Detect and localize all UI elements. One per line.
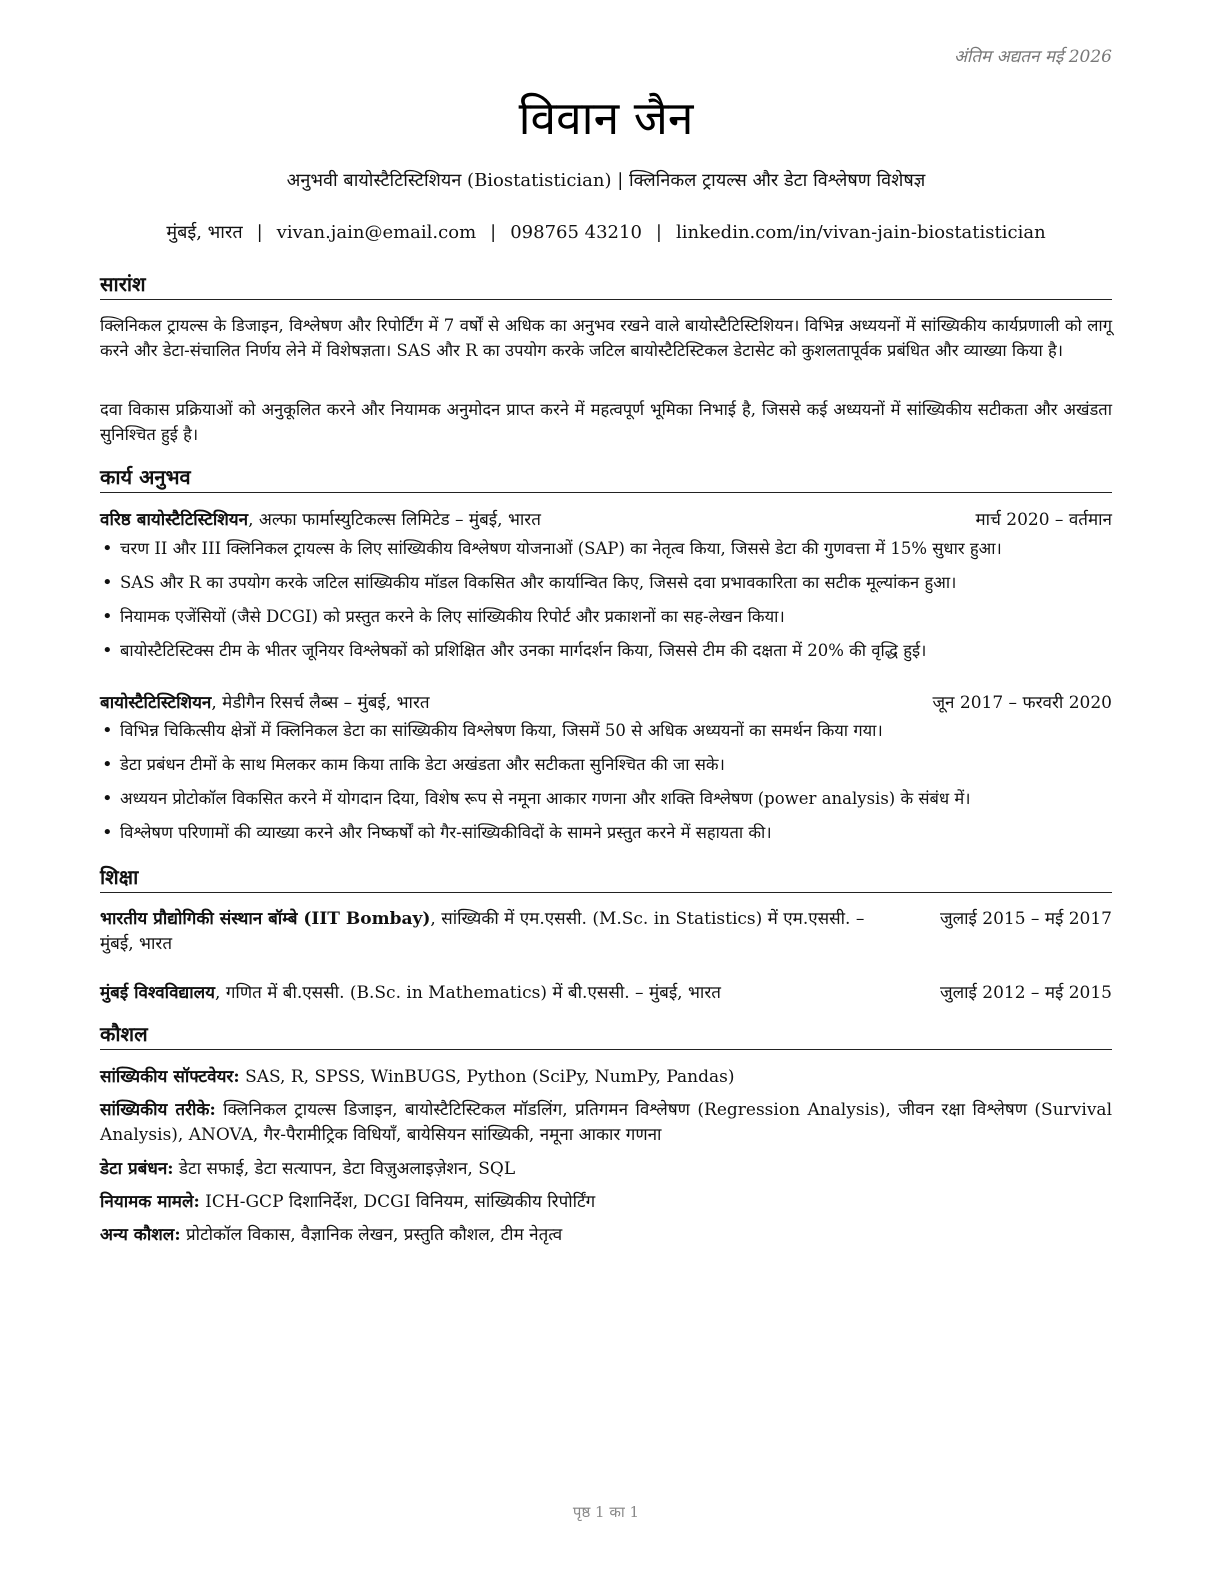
job-role: बायोस्टैटिस्टिशियन <box>100 693 212 713</box>
skill-value: SAS, R, SPSS, WinBUGS, Python (SciPy, NumPy, Pandas) <box>239 1067 735 1087</box>
contact-location: मुंबई, भारत <box>166 222 243 243</box>
contact-linkedin-link[interactable]: linkedin.com/in/vivan-jain-biostatistician <box>676 222 1046 243</box>
job-dates: जून 2017 – फरवरी 2020 <box>932 693 1112 713</box>
skill-row <box>100 1065 1112 1090</box>
skill-value: प्रोटोकॉल विकास, वैज्ञानिक लेखन, प्रस्तुति कौशल, टीम नेतृत्व <box>180 1225 563 1245</box>
skill-label: सांख्यिकीय तरीके: <box>100 1100 216 1120</box>
skill-label: सांख्यिकीय सॉफ्टवेयर: <box>100 1067 240 1087</box>
job-role: वरिष्ठ बायोस्टैटिस्टिशियन <box>100 510 249 530</box>
headline: अनुभवी बायोस्टैटिस्टिशियन (Biostatistician) | क्लिनिकल ट्रायल्स और डेटा विश्लेषण विशेषज्ञ <box>286 170 926 191</box>
skill-row <box>100 1223 1112 1248</box>
contact-line <box>100 220 1112 244</box>
education-dates: जुलाई 2012 – मई 2015 <box>939 983 1112 1003</box>
skill-label: अन्य कौशल: <box>100 1225 181 1245</box>
education-dates: जुलाई 2015 – मई 2017 <box>939 909 1112 929</box>
education-text <box>100 981 890 1006</box>
summary-paragraph: दवा विकास प्रक्रियाओं को अनुकूलित करने और नियामक अनुमोदन प्राप्त करने में महत्वपूर्ण भूमिका निभाई है, जिससे कई अध्ययनों में सांख्यिकीय सटीकता और अखंडता सुनिश्चित हुई है। <box>100 400 1112 444</box>
candidate-name: विवान जैन <box>518 91 694 145</box>
resume-page <box>100 0 1112 1584</box>
job-header <box>100 690 1112 713</box>
contact-phone: 098765 43210 <box>510 222 642 243</box>
skill-row <box>100 1157 1112 1182</box>
job-bullet: • विभिन्न चिकित्सीय क्षेत्रों में क्लिनिकल डेटा का सांख्यिकीय विश्लेषण किया, जिसमें 50 से अधिक अध्ययनों का समर्थन किया गया। <box>100 719 1112 753</box>
education-detail: , गणित में बी.एससी. (B.Sc. in Mathematics) में बी.एससी. – मुंबई, भारत <box>215 983 721 1003</box>
skill-row <box>100 1098 1112 1148</box>
job-bullet: • नियामक एजेंसियों (जैसे DCGI) को प्रस्तुत करने के लिए सांख्यिकीय रिपोर्ट और प्रकाशनों का सह-लेखन किया। <box>100 605 1112 639</box>
contact-separator: | <box>256 222 263 243</box>
page-number: पृष्ठ 1 का 1 <box>572 1503 640 1521</box>
contact-email-link[interactable]: vivan.jain@email.com <box>276 222 477 243</box>
job-org: , मेडीगैन रिसर्च लैब्स – मुंबई, भारत <box>211 693 430 713</box>
job-org: , अल्फा फार्मास्युटिकल्स लिमिटेड – मुंबई, भारत <box>248 510 541 530</box>
education-item <box>100 907 1112 957</box>
education-item <box>100 981 1112 1006</box>
education-text <box>100 907 890 957</box>
job-bullet: • विश्लेषण परिणामों की व्याख्या करने और निष्कर्षों को गैर-सांख्यिकीविदों के सामने प्रस्तुत करने में सहायता की। <box>100 821 1112 855</box>
education-institution: मुंबई विश्वविद्यालय <box>100 983 216 1003</box>
job-bullet: • अध्ययन प्रोटोकॉल विकसित करने में योगदान दिया, विशेष रूप से नमूना आकार गणना और शक्ति विश्लेषण (power analysis) के संबंध में। <box>100 787 1112 821</box>
job-bullet: • चरण II और III क्लिनिकल ट्रायल्स के लिए सांख्यिकीय विश्लेषण योजनाओं (SAP) का नेतृत्व किया, जिससे डेटा की गुणवत्ता में 15% सुधार हुआ। <box>100 537 1112 571</box>
skill-label: नियामक मामले: <box>100 1192 200 1212</box>
job-header <box>100 507 1112 530</box>
section-title-experience: कार्य अनुभव <box>100 463 1112 493</box>
contact-separator: | <box>490 222 497 243</box>
skill-value: ICH-GCP दिशानिर्देश, DCGI विनियम, सांख्यिकीय रिपोर्टिंग <box>199 1192 596 1212</box>
job-dates: मार्च 2020 – वर्तमान <box>975 510 1112 530</box>
contact-separator: | <box>655 222 662 243</box>
skill-value: क्लिनिकल ट्रायल्स डिजाइन, बायोस्टैटिस्टिकल मॉडलिंग, प्रतिगमन विश्लेषण (Regression Analysis), जीवन रक्षा विश्लेषण (Survival Analysis), ANOVA, गैर-पैरामीट्रिक विधियाँ, बायेसियन सांख्यिकी, नमूना आकार गणना <box>100 1100 1113 1145</box>
job-bullets <box>100 719 1112 855</box>
job-bullet: • डेटा प्रबंधन टीमों के साथ मिलकर काम किया ताकि डेटा अखंडता और सटीकता सुनिश्चित की जा सके। <box>100 753 1112 787</box>
section-title-education: शिक्षा <box>100 863 1112 893</box>
section-title-skills: कौशल <box>100 1020 1112 1050</box>
education-institution: भारतीय प्रौद्योगिकी संस्थान बॉम्बे (IIT Bombay) <box>100 909 431 929</box>
job-bullet: • बायोस्टैटिस्टिक्स टीम के भीतर जूनियर विश्लेषकों को प्रशिक्षित और उनका मार्गदर्शन किया, जिससे टीम की दक्षता में 20% की वृद्धि हुई। <box>100 639 1112 673</box>
job-bullet: • SAS और R का उपयोग करके जटिल सांख्यिकीय मॉडल विकसित और कार्यान्वित किए, जिससे दवा प्रभावकारिता का सटीक मूल्यांकन हुआ। <box>100 571 1112 605</box>
skill-row <box>100 1190 1112 1215</box>
job-bullets <box>100 537 1112 673</box>
last-updated: अंतिम अद्यतन मई 2026 <box>953 47 1112 67</box>
summary-paragraph: क्लिनिकल ट्रायल्स के डिजाइन, विश्लेषण और रिपोर्टिंग में 7 वर्षों से अधिक का अनुभव रखने वाले बायोस्टैटिस्टिशियन। विभिन्न अध्ययनों में सांख्यिकीय कार्यप्रणाली को लागू करने और डेटा-संचालित निर्णय लेने में विशेषज्ञता। SAS और R का उपयोग करके जटिल बायोस्टैटिस्टिकल डेटासेट को कुशलतापूर्वक प्रबंधित और व्याख्या किया है। <box>100 316 1113 360</box>
skill-value: डेटा सफाई, डेटा सत्यापन, डेटा विज़ुअलाइज़ेशन, SQL <box>173 1159 516 1179</box>
skill-label: डेटा प्रबंधन: <box>100 1159 174 1179</box>
education-detail: , सांख्यिकी में एम.एससी. (M.Sc. in Statistics) में एम.एससी. – मुंबई, भारत <box>100 909 865 954</box>
section-title-summary: सारांश <box>100 270 1112 300</box>
